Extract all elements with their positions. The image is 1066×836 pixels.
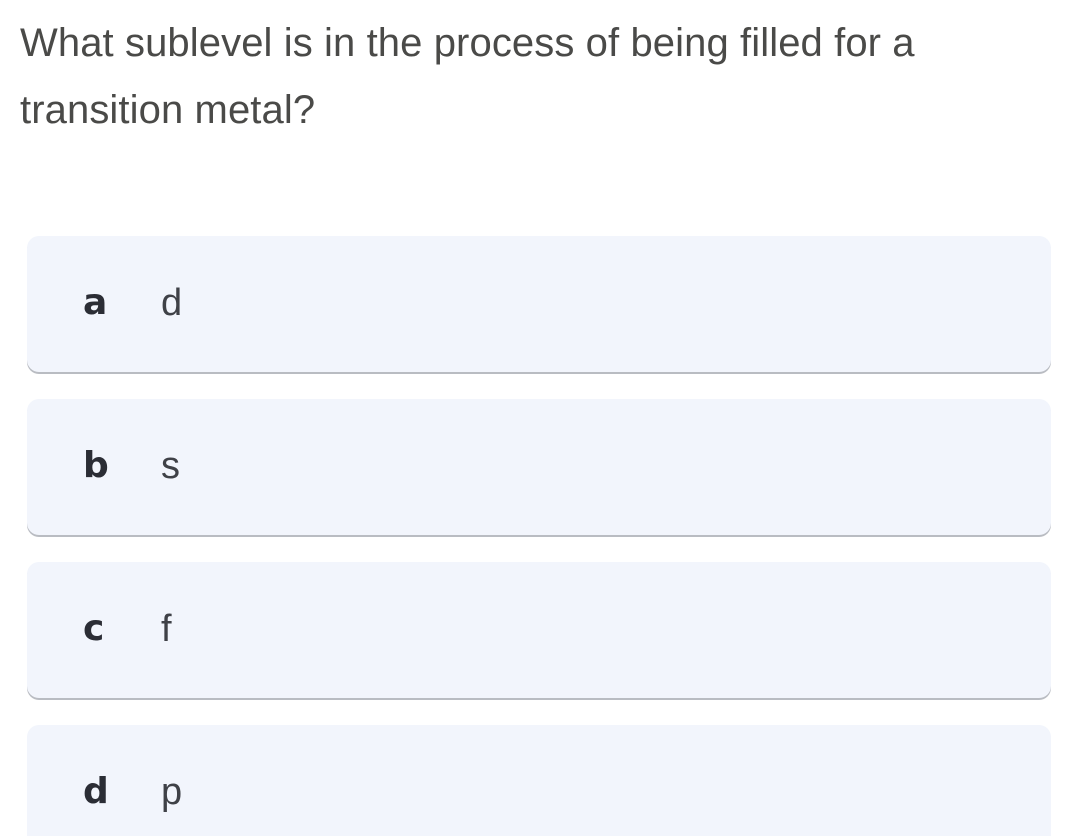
option-label: s bbox=[161, 445, 180, 487]
option-letter: d bbox=[83, 771, 109, 812]
option-label: p bbox=[161, 771, 183, 813]
question-text: What sublevel is in the process of being filled for a transition metal? bbox=[20, 21, 915, 132]
answer-option-c[interactable] bbox=[27, 562, 1051, 698]
option-letter: a bbox=[83, 282, 108, 323]
option-label: f bbox=[161, 608, 172, 650]
option-letter: c bbox=[83, 608, 105, 649]
answer-option-d[interactable] bbox=[27, 725, 1051, 836]
option-label: d bbox=[161, 282, 183, 324]
option-letter: b bbox=[83, 445, 109, 486]
answer-option-a[interactable] bbox=[27, 236, 1051, 372]
answer-option-b[interactable] bbox=[27, 399, 1051, 535]
answer-options bbox=[27, 236, 1051, 836]
